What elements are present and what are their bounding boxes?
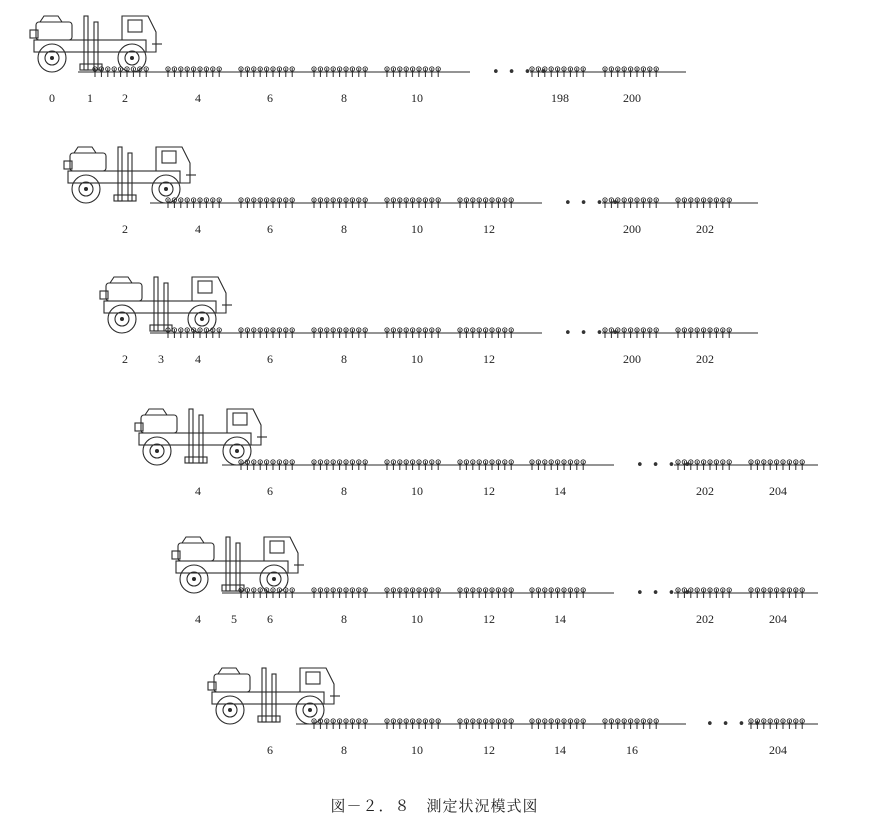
station-label: 12 bbox=[483, 743, 495, 757]
engine-cover bbox=[145, 409, 167, 415]
chassis bbox=[176, 561, 288, 573]
ellipsis: • • • • bbox=[636, 586, 694, 601]
measurement-row-1 bbox=[30, 16, 686, 105]
station-label: 3 bbox=[158, 352, 164, 366]
rear-wheel-center bbox=[120, 317, 124, 321]
engine-cover bbox=[110, 277, 132, 283]
station-label: 14 bbox=[554, 612, 566, 626]
measure-head bbox=[185, 457, 207, 463]
station-label: 4 bbox=[195, 222, 201, 236]
station-label: 200 bbox=[623, 91, 641, 105]
mast-left bbox=[154, 277, 158, 331]
station-label: 12 bbox=[483, 484, 495, 498]
mast-right bbox=[236, 543, 240, 591]
station-label: 204 bbox=[769, 743, 787, 757]
station-label: 202 bbox=[696, 352, 714, 366]
station-label: 10 bbox=[411, 484, 423, 498]
engine-cover bbox=[182, 537, 204, 543]
tractor bbox=[135, 409, 267, 465]
cab bbox=[264, 537, 298, 573]
cab-window bbox=[306, 672, 320, 684]
cab bbox=[156, 147, 190, 183]
ellipsis: • • • • bbox=[492, 65, 550, 80]
station-label: 198 bbox=[551, 91, 569, 105]
mast-right bbox=[128, 153, 132, 201]
engine-block bbox=[141, 415, 177, 433]
station-label: 6 bbox=[267, 484, 273, 498]
engine-cover bbox=[40, 16, 62, 22]
measurement-row-5 bbox=[172, 537, 818, 626]
measure-head bbox=[114, 195, 136, 201]
station-label: 14 bbox=[554, 743, 566, 757]
engine-cover bbox=[218, 668, 240, 674]
ellipsis: • • • • bbox=[564, 326, 622, 341]
tractor bbox=[208, 668, 340, 724]
cab bbox=[192, 277, 226, 313]
ellipsis: • • • • bbox=[564, 196, 622, 211]
tractor bbox=[172, 537, 304, 593]
rear-hitch bbox=[64, 161, 72, 169]
measure-head bbox=[80, 64, 102, 70]
station-label: 6 bbox=[267, 91, 273, 105]
station-label: 8 bbox=[341, 743, 347, 757]
mast-right bbox=[272, 674, 276, 722]
rear-hitch bbox=[172, 551, 180, 559]
engine-block bbox=[106, 283, 142, 301]
front-wheel-center bbox=[235, 449, 239, 453]
station-label: 10 bbox=[411, 222, 423, 236]
station-label: 4 bbox=[195, 352, 201, 366]
rear-hitch bbox=[208, 682, 216, 690]
cab-window bbox=[128, 20, 142, 32]
cab-window bbox=[233, 413, 247, 425]
measurement-row-3 bbox=[100, 277, 758, 366]
station-label: 5 bbox=[231, 612, 237, 626]
figure-caption: 図－２．８ 測定状況模式図 bbox=[330, 797, 539, 815]
engine-block bbox=[214, 674, 250, 692]
station-label: 200 bbox=[623, 352, 641, 366]
rear-hitch bbox=[135, 423, 143, 431]
station-label: 8 bbox=[341, 484, 347, 498]
ellipsis: • • • • bbox=[636, 458, 694, 473]
station-label: 12 bbox=[483, 352, 495, 366]
station-label: 10 bbox=[411, 91, 423, 105]
rear-wheel-center bbox=[228, 708, 232, 712]
chassis bbox=[104, 301, 216, 313]
cab-window bbox=[198, 281, 212, 293]
mast-right bbox=[164, 283, 168, 331]
measurement-row-2 bbox=[64, 147, 758, 236]
measure-head bbox=[258, 716, 280, 722]
rear-hitch bbox=[100, 291, 108, 299]
tractor bbox=[30, 16, 162, 72]
station-label: 16 bbox=[626, 743, 638, 757]
mast-left bbox=[84, 16, 88, 70]
cab bbox=[227, 409, 261, 445]
front-wheel-center bbox=[272, 577, 276, 581]
mast-right bbox=[199, 415, 203, 463]
chassis bbox=[212, 692, 324, 704]
station-label: 8 bbox=[341, 91, 347, 105]
ellipsis: • • • • bbox=[706, 717, 764, 732]
station-label: 8 bbox=[341, 612, 347, 626]
rear-wheel-center bbox=[155, 449, 159, 453]
station-label: 4 bbox=[195, 484, 201, 498]
station-label: 202 bbox=[696, 222, 714, 236]
measurement-row-4 bbox=[135, 409, 818, 498]
station-label: 10 bbox=[411, 612, 423, 626]
cab-window bbox=[162, 151, 176, 163]
mast-left bbox=[226, 537, 230, 591]
mast-right bbox=[94, 22, 98, 70]
tractor bbox=[64, 147, 196, 203]
engine-cover bbox=[74, 147, 96, 153]
station-label: 6 bbox=[267, 222, 273, 236]
station-label: 12 bbox=[483, 222, 495, 236]
chassis bbox=[34, 40, 146, 52]
mast-left bbox=[189, 409, 193, 463]
station-label: 4 bbox=[195, 91, 201, 105]
station-label: 10 bbox=[411, 743, 423, 757]
station-label: 204 bbox=[769, 612, 787, 626]
station-label: 14 bbox=[554, 484, 566, 498]
station-label: 2 bbox=[122, 352, 128, 366]
measurement-row-6 bbox=[208, 668, 818, 757]
station-label: 200 bbox=[623, 222, 641, 236]
engine-block bbox=[178, 543, 214, 561]
chassis bbox=[139, 433, 251, 445]
station-label: 10 bbox=[411, 352, 423, 366]
rear-wheel-center bbox=[84, 187, 88, 191]
front-wheel-center bbox=[308, 708, 312, 712]
station-label: 1 bbox=[87, 91, 93, 105]
station-label: 204 bbox=[769, 484, 787, 498]
station-label: 202 bbox=[696, 612, 714, 626]
station-label: 4 bbox=[195, 612, 201, 626]
cab bbox=[122, 16, 156, 52]
station-label: 12 bbox=[483, 612, 495, 626]
front-wheel-center bbox=[200, 317, 204, 321]
station-label: 8 bbox=[341, 222, 347, 236]
cab bbox=[300, 668, 334, 704]
station-label: 0 bbox=[49, 91, 55, 105]
mast-left bbox=[118, 147, 122, 201]
rear-hitch bbox=[30, 30, 38, 38]
station-label: 2 bbox=[122, 222, 128, 236]
tractor bbox=[100, 277, 232, 333]
rear-wheel-center bbox=[192, 577, 196, 581]
station-label: 202 bbox=[696, 484, 714, 498]
front-wheel-center bbox=[164, 187, 168, 191]
station-label: 6 bbox=[267, 612, 273, 626]
chassis bbox=[68, 171, 180, 183]
rear-wheel-center bbox=[50, 56, 54, 60]
engine-block bbox=[36, 22, 72, 40]
station-label: 6 bbox=[267, 352, 273, 366]
mast-left bbox=[262, 668, 266, 722]
engine-block bbox=[70, 153, 106, 171]
station-label: 6 bbox=[267, 743, 273, 757]
front-wheel-center bbox=[130, 56, 134, 60]
station-label: 8 bbox=[341, 352, 347, 366]
cab-window bbox=[270, 541, 284, 553]
station-label: 2 bbox=[122, 91, 128, 105]
